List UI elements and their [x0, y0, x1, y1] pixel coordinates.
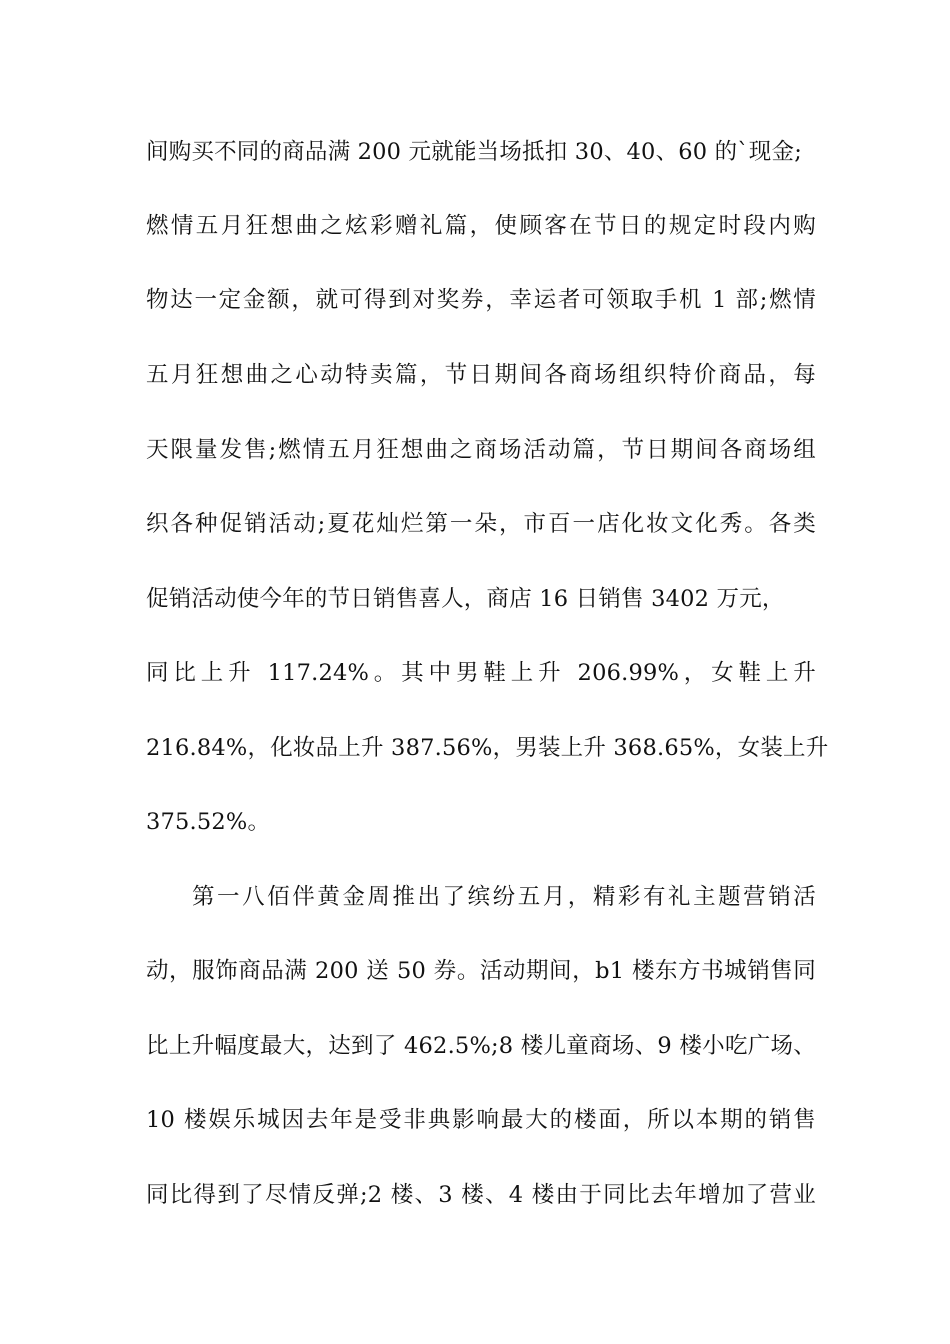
text-line-8: 同比上升 117.24%。其中男鞋上升 206.99%，女鞋上升	[146, 660, 816, 686]
paragraph-2-line-1: 第一八佰伴黄金周推出了缤纷五月，精彩有礼主题营销活	[192, 884, 816, 910]
text-line-3: 物达一定金额，就可得到对奖券，幸运者可领取手机 1 部;燃情	[146, 287, 816, 313]
text-line-5: 天限量发售;燃情五月狂想曲之商场活动篇，节日期间各商场组	[146, 437, 816, 463]
paragraph-2-line-2: 动，服饰商品满 200 送 50 券。活动期间，b1 楼东方书城销售同	[146, 958, 816, 984]
text-line-1: 间购买不同的商品满 200 元就能当场抵扣 30、40、60 的`现金;	[146, 139, 802, 165]
text-line-7: 促销活动使今年的节日销售喜人，商店 16 日销售 3402 万元，	[146, 586, 785, 612]
text-line-10: 375.52%。	[146, 809, 271, 835]
text-line-9: 216.84%，化妆品上升 387.56%，男装上升 368.65%，女装上升	[146, 735, 829, 761]
paragraph-2-line-3: 比上升幅度最大，达到了 462.5%;8 楼儿童商场、9 楼小吃广场、	[146, 1033, 816, 1059]
text-line-6: 织各种促销活动;夏花灿烂第一朵，市百一店化妆文化秀。各类	[146, 511, 816, 537]
text-line-2: 燃情五月狂想曲之炫彩赠礼篇，使顾客在节日的规定时段内购	[146, 213, 816, 239]
paragraph-2-line-4: 10 楼娱乐城因去年是受非典影响最大的楼面，所以本期的销售	[146, 1107, 816, 1133]
text-line-4: 五月狂想曲之心动特卖篇，节日期间各商场组织特价商品，每	[146, 362, 816, 388]
paragraph-2-line-5: 同比得到了尽情反弹;2 楼、3 楼、4 楼由于同比去年增加了营业	[146, 1182, 816, 1208]
